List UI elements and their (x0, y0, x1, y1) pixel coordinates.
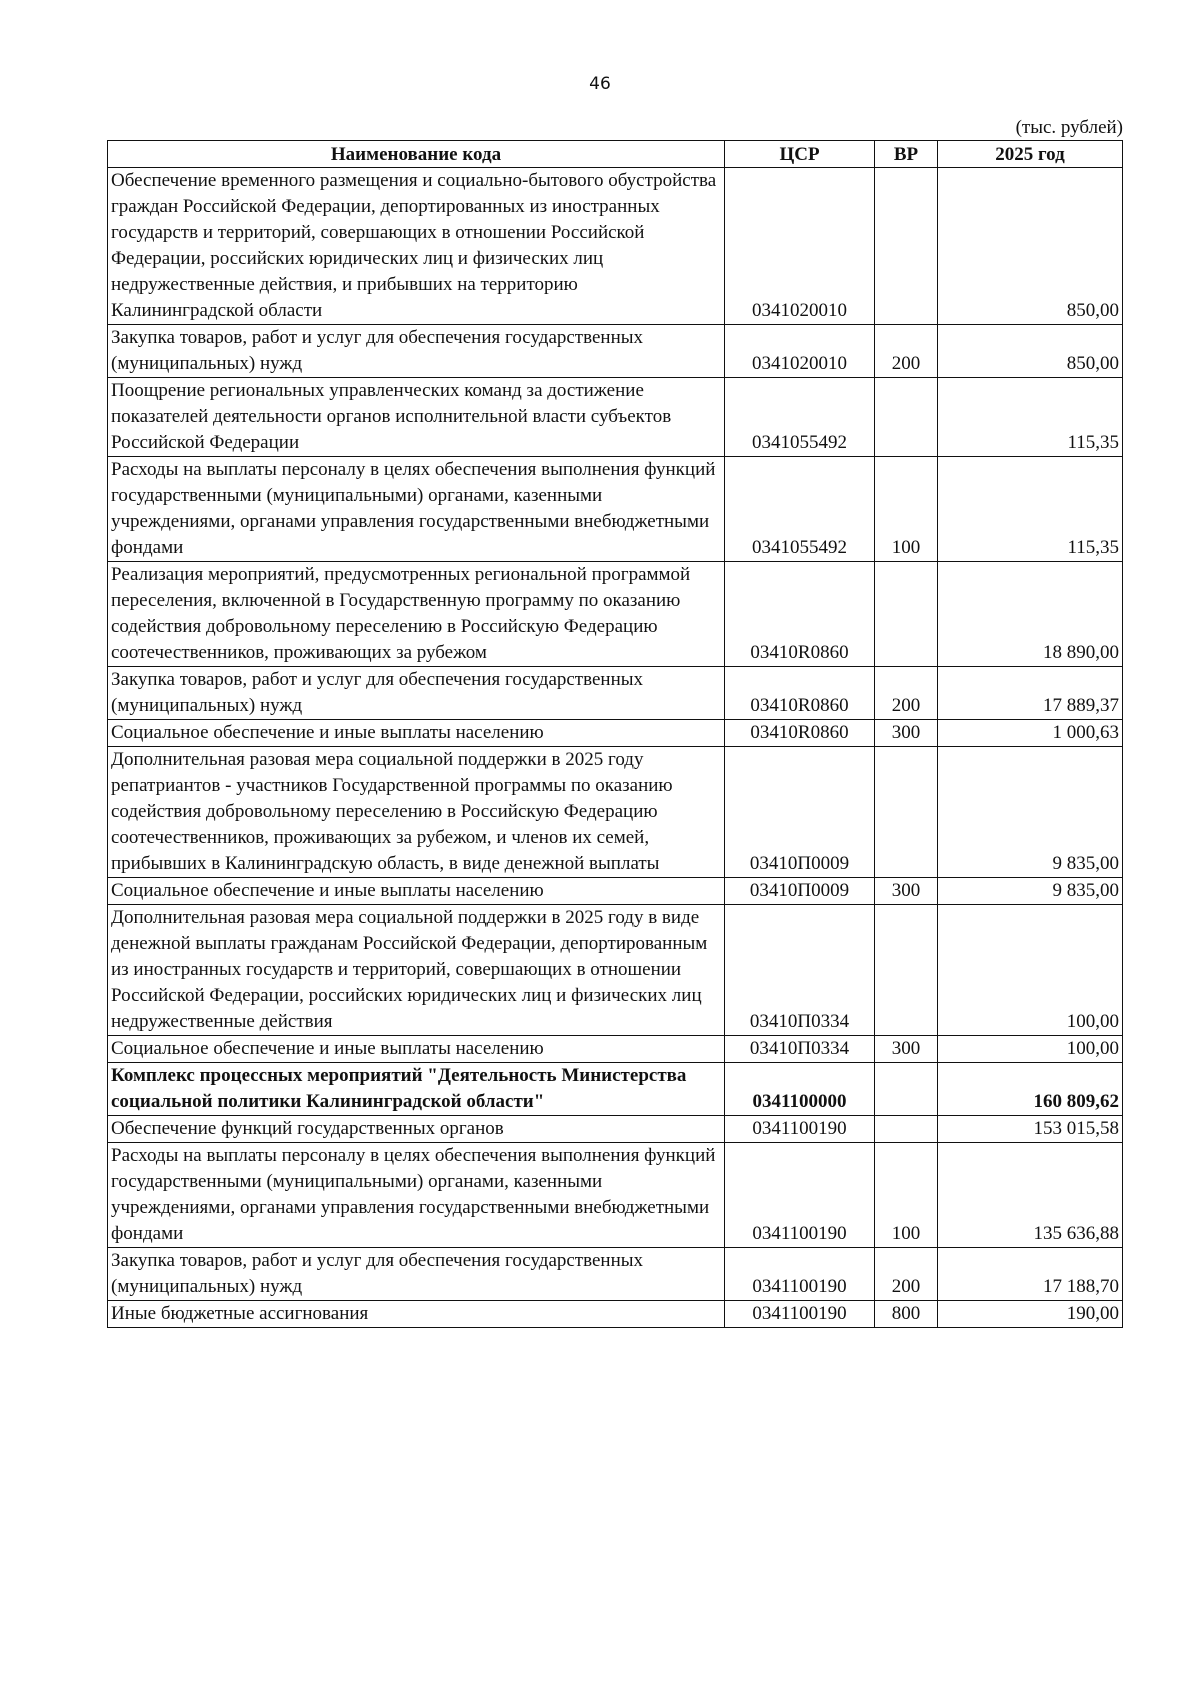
cell-amount: 100,00 (938, 1036, 1123, 1063)
cell-vr: 200 (875, 325, 938, 378)
cell-amount: 850,00 (938, 325, 1123, 378)
cell-amount: 9 835,00 (938, 747, 1123, 878)
table-row (108, 878, 1123, 905)
cell-vr (875, 747, 938, 878)
cell-vr: 100 (875, 1143, 938, 1248)
cell-vr (875, 905, 938, 1036)
cell-vr (875, 562, 938, 667)
table-row (108, 1116, 1123, 1143)
cell-amount: 135 636,88 (938, 1143, 1123, 1248)
cell-code: 03410R0860 (725, 562, 875, 667)
cell-code: 03410П0009 (725, 747, 875, 878)
table-row (108, 1036, 1123, 1063)
cell-name: Обеспечение временного размещения и социально-бытового обустройства граждан Российской Федерации, депортированных из иностранных государств и территорий, совершающих в отношении Российской Федерации, российских юридических лиц и физических лиц недружественные действия, и прибывших на территорию Калининградской области (108, 168, 725, 325)
cell-code: 03410П0334 (725, 905, 875, 1036)
table-row (108, 1063, 1123, 1116)
cell-vr: 200 (875, 667, 938, 720)
cell-code: 0341100190 (725, 1143, 875, 1248)
units-label: (тыс. рублей) (1015, 117, 1123, 138)
table-row (108, 667, 1123, 720)
cell-amount: 160 809,62 (938, 1063, 1123, 1116)
cell-code: 0341055492 (725, 378, 875, 457)
table-row (108, 562, 1123, 667)
cell-vr (875, 1116, 938, 1143)
cell-name: Дополнительная разовая мера социальной поддержки в 2025 году в виде денежной выплаты гражданам Российской Федерации, депортированным из иностранных государств и территорий, совершающих в отношении Российской Федерации, российских юридических лиц и физических лиц недружественные действия (108, 905, 725, 1036)
header-amount: 2025 год (938, 141, 1123, 168)
cell-name: Социальное обеспечение и иные выплаты населению (108, 1036, 725, 1063)
cell-amount: 100,00 (938, 905, 1123, 1036)
table-row (108, 905, 1123, 1036)
table-row (108, 1301, 1123, 1328)
table-row (108, 1248, 1123, 1301)
cell-vr (875, 1063, 938, 1116)
budget-table (107, 140, 1123, 1328)
cell-vr: 200 (875, 1248, 938, 1301)
cell-amount: 17 889,37 (938, 667, 1123, 720)
header-name: Наименование кода (108, 141, 725, 168)
cell-amount: 153 015,58 (938, 1116, 1123, 1143)
table-row (108, 378, 1123, 457)
cell-vr (875, 168, 938, 325)
cell-name: Социальное обеспечение и иные выплаты населению (108, 720, 725, 747)
cell-name: Закупка товаров, работ и услуг для обеспечения государственных (муниципальных) нужд (108, 1248, 725, 1301)
cell-code: 0341100190 (725, 1301, 875, 1328)
cell-name: Иные бюджетные ассигнования (108, 1301, 725, 1328)
table-row (108, 457, 1123, 562)
cell-amount: 190,00 (938, 1301, 1123, 1328)
cell-code: 0341100000 (725, 1063, 875, 1116)
cell-amount: 9 835,00 (938, 878, 1123, 905)
table-row (108, 325, 1123, 378)
cell-code: 0341055492 (725, 457, 875, 562)
cell-code: 0341020010 (725, 168, 875, 325)
cell-name: Закупка товаров, работ и услуг для обеспечения государственных (муниципальных) нужд (108, 667, 725, 720)
cell-name: Расходы на выплаты персоналу в целях обеспечения выполнения функций государственными (муниципальными) органами, казенными учреждениями, органами управления государственными внебюджетными фондами (108, 1143, 725, 1248)
table-row (108, 168, 1123, 325)
cell-vr: 800 (875, 1301, 938, 1328)
cell-vr: 300 (875, 720, 938, 747)
cell-amount: 115,35 (938, 457, 1123, 562)
cell-amount: 18 890,00 (938, 562, 1123, 667)
cell-name: Реализация мероприятий, предусмотренных региональной программой переселения, включенной в Государственную программу по оказанию содействия добровольному переселению в Российскую Федерацию соотечественников, проживающих за рубежом (108, 562, 725, 667)
cell-amount: 17 188,70 (938, 1248, 1123, 1301)
cell-name: Поощрение региональных управленческих команд за достижение показателей деятельности органов исполнительной власти субъектов Российской Федерации (108, 378, 725, 457)
cell-code: 0341020010 (725, 325, 875, 378)
table-row (108, 720, 1123, 747)
cell-name: Комплекс процессных мероприятий "Деятельность Министерства социальной политики Калининградской области" (108, 1063, 725, 1116)
table-row (108, 747, 1123, 878)
page-number: 46 (589, 74, 611, 94)
cell-name: Закупка товаров, работ и услуг для обеспечения государственных (муниципальных) нужд (108, 325, 725, 378)
cell-amount: 850,00 (938, 168, 1123, 325)
cell-name: Обеспечение функций государственных органов (108, 1116, 725, 1143)
cell-code: 03410R0860 (725, 667, 875, 720)
cell-name: Социальное обеспечение и иные выплаты населению (108, 878, 725, 905)
cell-amount: 115,35 (938, 378, 1123, 457)
cell-vr: 300 (875, 878, 938, 905)
cell-amount: 1 000,63 (938, 720, 1123, 747)
header-code: ЦСР (725, 141, 875, 168)
cell-code: 03410П0334 (725, 1036, 875, 1063)
cell-name: Дополнительная разовая мера социальной поддержки в 2025 году репатриантов - участников Государственной программы по оказанию содействия добровольному переселению в Российскую Федерацию соотечественников, проживающих за рубежом, и членов их семей, прибывших в Калининградскую область, в виде денежной выплаты (108, 747, 725, 878)
cell-vr: 300 (875, 1036, 938, 1063)
table-header-row (108, 141, 1123, 168)
cell-code: 03410R0860 (725, 720, 875, 747)
cell-code: 0341100190 (725, 1248, 875, 1301)
header-vr: ВР (875, 141, 938, 168)
cell-vr: 100 (875, 457, 938, 562)
cell-code: 0341100190 (725, 1116, 875, 1143)
cell-code: 03410П0009 (725, 878, 875, 905)
cell-name: Расходы на выплаты персоналу в целях обеспечения выполнения функций государственными (муниципальными) органами, казенными учреждениями, органами управления государственными внебюджетными фондами (108, 457, 725, 562)
table-row (108, 1143, 1123, 1248)
cell-vr (875, 378, 938, 457)
